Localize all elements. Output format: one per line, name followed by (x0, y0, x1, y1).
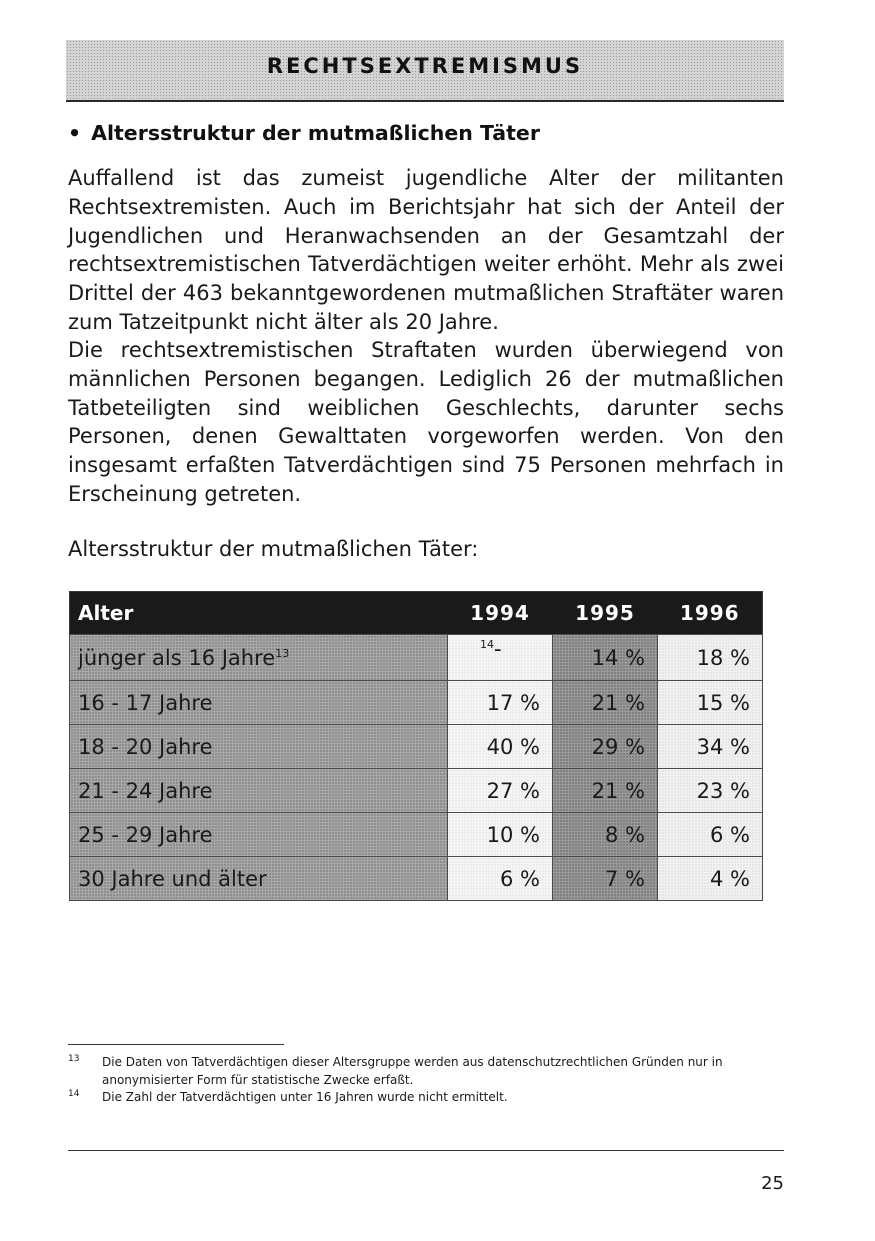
header-1995: 1995 (553, 592, 658, 635)
section-heading-text: Altersstruktur der mutmaßlichen Täter (91, 121, 540, 145)
value-1996: 34 % (658, 725, 763, 769)
header-1996: 1996 (658, 592, 763, 635)
value-1994-text: - (494, 637, 502, 661)
age-label: 30 Jahre und älter (70, 857, 448, 901)
table-row (70, 681, 763, 725)
table-row (70, 813, 763, 857)
value-1995: 21 % (553, 681, 658, 725)
value-1996: 6 % (658, 813, 763, 857)
value-1996: 15 % (658, 681, 763, 725)
footnote-ref-14: 14 (480, 638, 494, 651)
paragraph-2: Die rechtsextremistischen Straftaten wurden überwiegend von männlichen Personen begangen. Lediglich 26 der mutmaßlichen Tatbeteiligten sind weiblichen Geschlechts, darunter sechs Personen, denen Gewalttaten vorgeworfen werden. Von den insgesamt erfaßten Tatverdächtigen sind 75 Personen mehrfach in Erscheinung getreten. (68, 338, 784, 506)
footnote-number: 14 (68, 1089, 80, 1099)
bullet: • (68, 121, 82, 145)
value-1996: 18 % (658, 635, 763, 681)
footnote-text: Die Zahl der Tatverdächtigen unter 16 Jahren wurde nicht ermittelt. (102, 1090, 508, 1104)
table-caption: Altersstruktur der mutmaßlichen Täter: (68, 537, 479, 561)
footnote-divider (68, 1044, 284, 1045)
table-row (70, 725, 763, 769)
page-header-title: RECHTSEXTREMISMUS (266, 54, 584, 78)
table-row (70, 769, 763, 813)
age-label: 16 - 17 Jahre (70, 681, 448, 725)
footnote-13 (68, 1053, 784, 1089)
value-1994: 10 % (448, 813, 553, 857)
footnote-number: 13 (68, 1054, 80, 1064)
table-header-row (70, 592, 763, 635)
header-1994: 1994 (448, 592, 553, 635)
page-number: 25 (761, 1173, 784, 1194)
value-1994 (448, 635, 553, 681)
value-1995: 8 % (553, 813, 658, 857)
header-band (66, 40, 784, 102)
table-row (70, 857, 763, 901)
header-alter: Alter (70, 592, 448, 635)
section-heading (68, 121, 540, 145)
table-row (70, 635, 763, 681)
value-1995: 14 % (553, 635, 658, 681)
age-label: 21 - 24 Jahre (70, 769, 448, 813)
value-1994: 6 % (448, 857, 553, 901)
footnote-text: Die Daten von Tatverdächtigen dieser Altersgruppe werden aus datenschutzrechtlichen Gründen nur in anonymisierter Form für statistische Zwecke erfaßt. (102, 1055, 723, 1087)
age-label: jünger als 16 Jahre (78, 645, 276, 670)
page-bottom-rule (68, 1150, 784, 1151)
age-label: 25 - 29 Jahre (70, 813, 448, 857)
value-1994: 27 % (448, 769, 553, 813)
age-label: 18 - 20 Jahre (70, 725, 448, 769)
value-1996: 23 % (658, 769, 763, 813)
age-cell (70, 635, 448, 681)
value-1994: 40 % (448, 725, 553, 769)
age-structure-table (69, 591, 763, 901)
footnote-ref-13: 13 (275, 646, 290, 660)
value-1995: 7 % (553, 857, 658, 901)
value-1994: 17 % (448, 681, 553, 725)
value-1996: 4 % (658, 857, 763, 901)
value-1995: 21 % (553, 769, 658, 813)
paragraph-1: Auffallend ist das zumeist jugendliche Alter der militanten Rechtsextremisten. Auch im Berichtsjahr hat sich der Anteil der Jugendlichen und Heranwachsenden an der Gesamtzahl der rechtsextremistischen Tatverdächtigen weiter erhöht. Mehr als zwei Drittel der 463 bekanntgewordenen mutmaßlichen Straftäter waren zum Tatzeitpunkt nicht älter als 20 Jahre. (68, 166, 784, 334)
value-1995: 29 % (553, 725, 658, 769)
footnote-14 (68, 1088, 784, 1106)
